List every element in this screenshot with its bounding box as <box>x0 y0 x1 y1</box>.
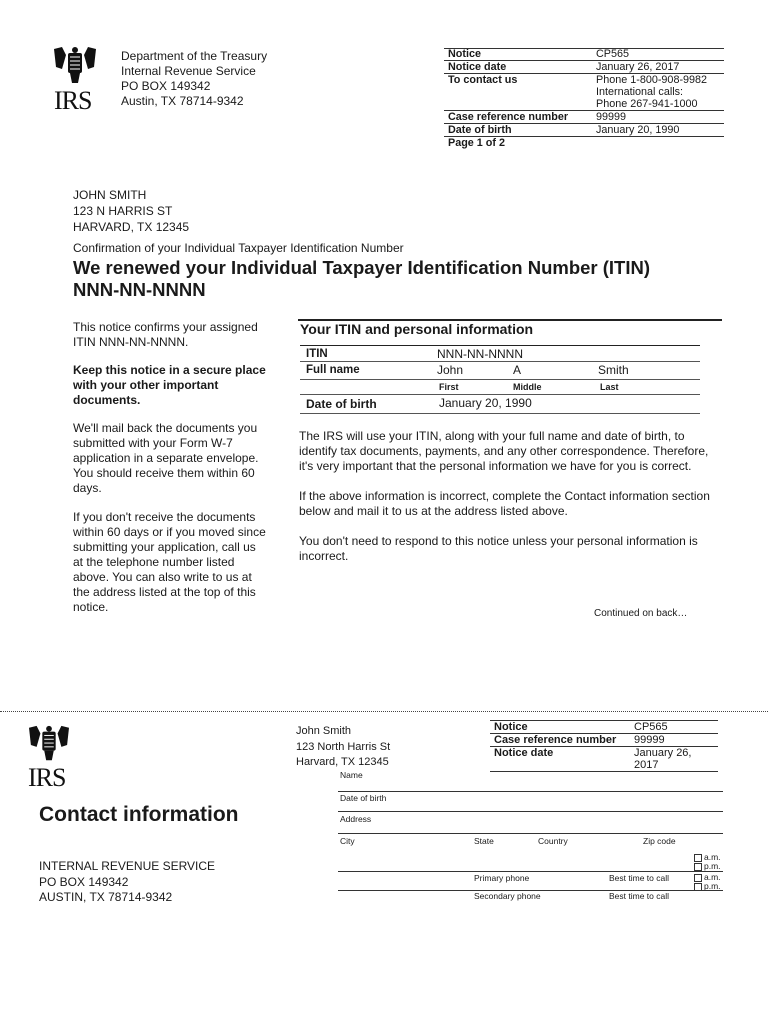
notice-title-line2: NNN-NN-NNNN <box>73 279 206 300</box>
dob-label: Date of birth <box>306 397 377 411</box>
notice-row: Notice CP565 <box>448 48 630 60</box>
city-field-label: City <box>340 836 355 846</box>
notice-subtitle: Confirmation of your Individual Taxpayer Identification Number <box>73 241 404 255</box>
person-line: 123 North Harris St <box>296 740 391 753</box>
state-field-label: State <box>474 836 494 846</box>
secondary-phone-label: Secondary phone <box>474 891 541 901</box>
dob-value: January 20, 1990 <box>439 396 532 410</box>
notice-date-row: Notice date January 26, 2017 <box>444 61 724 74</box>
address-field-label: Address <box>340 814 372 824</box>
stub-irs-logo-text: IRS <box>28 763 66 792</box>
fullname-label: Full name <box>306 364 360 376</box>
left-column <box>73 320 269 615</box>
left-para-3: We'll mail back the documents you submitted with your Form W-7 application in a separate envelope. You should receive them within 60 days. <box>73 421 259 495</box>
recipient-address <box>73 187 189 235</box>
sender-line: Internal Revenue Service <box>121 64 256 78</box>
recipient-line: JOHN SMITH <box>73 188 147 202</box>
last-label: Last <box>600 382 619 392</box>
intl-phone-row: Phone 267-941-1000 <box>596 98 698 110</box>
best-time-label-1: Best time to call <box>609 873 669 883</box>
body-para-2: If the above information is incorrect, complete the Contact information section below and mail it to us at the address listed above. <box>299 489 710 518</box>
am-checkbox-1[interactable]: a.m. <box>694 852 721 862</box>
eagle-icon <box>52 45 98 87</box>
body-para-1: The IRS will use your ITIN, along with your full name and date of birth, to identify tax documents, payments, and any other correspondence. Therefore, it's very important that the personal information we have for you is correct. <box>299 429 709 473</box>
dob-field-label: Date of birth <box>340 793 387 803</box>
notice-title-line1: We renewed your Individual Taxpayer Identification Number (ITIN) <box>73 257 651 278</box>
person-line: Harvard, TX 12345 <box>296 756 389 768</box>
itin-label: ITIN <box>306 348 328 360</box>
sender-line: Department of the Treasury <box>121 49 268 63</box>
zip-field-label: Zip code <box>643 836 676 846</box>
return-line: AUSTIN, TX 78714-9342 <box>39 890 173 904</box>
body-para-3: You don't need to respond to this notice unless your personal information is incorrect. <box>299 534 698 563</box>
irs-logo <box>52 45 102 113</box>
stub-case-row: Case reference number 99999 <box>490 734 718 747</box>
notice-title <box>73 257 650 301</box>
city-row-field[interactable] <box>338 871 723 872</box>
body-text <box>299 429 724 564</box>
sender-line: PO BOX 149342 <box>121 79 211 93</box>
dob-row: Date of birth January 20, 1990 <box>444 124 724 137</box>
contact-row: To contact us Phone 1-800-908-9982 <box>444 74 724 87</box>
country-field-label: Country <box>538 836 568 846</box>
intl-calls-row: International calls: <box>596 86 684 98</box>
left-para-1: This notice confirms your assigned ITIN NNN-NN-NNNN. <box>73 320 258 349</box>
sender-line: Austin, TX 78714-9342 <box>121 94 244 108</box>
eagle-icon <box>26 724 72 764</box>
stub-person-address <box>296 724 390 771</box>
page-number: Page 1 of 2 <box>448 137 506 149</box>
name-field[interactable] <box>338 791 723 792</box>
dob-field[interactable] <box>338 811 723 812</box>
last-name-value: Smith <box>598 363 629 377</box>
stub-info-box <box>490 720 718 772</box>
middle-name-value: A <box>513 363 522 377</box>
primary-phone-label: Primary phone <box>474 873 530 883</box>
am-checkbox-2[interactable]: a.m. <box>694 872 721 882</box>
irs-logo-text: IRS <box>54 86 92 115</box>
left-para-2: Keep this notice in a secure place with your other important documents. <box>73 363 266 407</box>
name-field-label: Name <box>340 770 363 780</box>
middle-label: Middle <box>513 382 542 392</box>
recipient-line: 123 N HARRIS ST <box>73 204 173 218</box>
return-line: PO BOX 149342 <box>39 874 129 889</box>
stub-irs-logo <box>26 724 76 792</box>
continued-note: Continued on back… <box>594 608 688 619</box>
best-time-label-2: Best time to call <box>609 891 669 901</box>
itin-value: NNN-NN-NNNN <box>437 347 523 361</box>
recipient-line: HARVARD, TX 12345 <box>73 220 190 234</box>
address-field[interactable] <box>338 833 723 834</box>
first-name-value: John <box>437 363 464 377</box>
case-ref-row: Case reference number 99999 <box>444 111 724 124</box>
return-line: INTERNAL REVENUE SERVICE <box>39 859 216 873</box>
contact-info-title: Contact information <box>39 803 239 826</box>
checkbox-icon <box>694 863 702 871</box>
pm-checkbox-2[interactable]: p.m. <box>694 881 721 891</box>
stub-date-row: Notice date January 26, 2017 <box>490 747 718 772</box>
sender-address <box>121 49 267 109</box>
left-para-4: If you don't receive the documents within 60 days or if you moved since submitting your application, call us at the telephone number listed above. You can also write to us at the address listed at the top of this notice. <box>73 510 266 614</box>
stub-notice-row: Notice CP565 <box>490 721 718 734</box>
tear-line <box>0 711 768 712</box>
first-label: First <box>439 382 459 392</box>
stub-return-address <box>39 859 215 906</box>
notice-info-box <box>444 48 724 149</box>
pm-checkbox-1[interactable]: p.m. <box>694 861 721 871</box>
itin-section-heading: Your ITIN and personal information <box>300 321 534 337</box>
person-line: John Smith <box>296 725 352 737</box>
